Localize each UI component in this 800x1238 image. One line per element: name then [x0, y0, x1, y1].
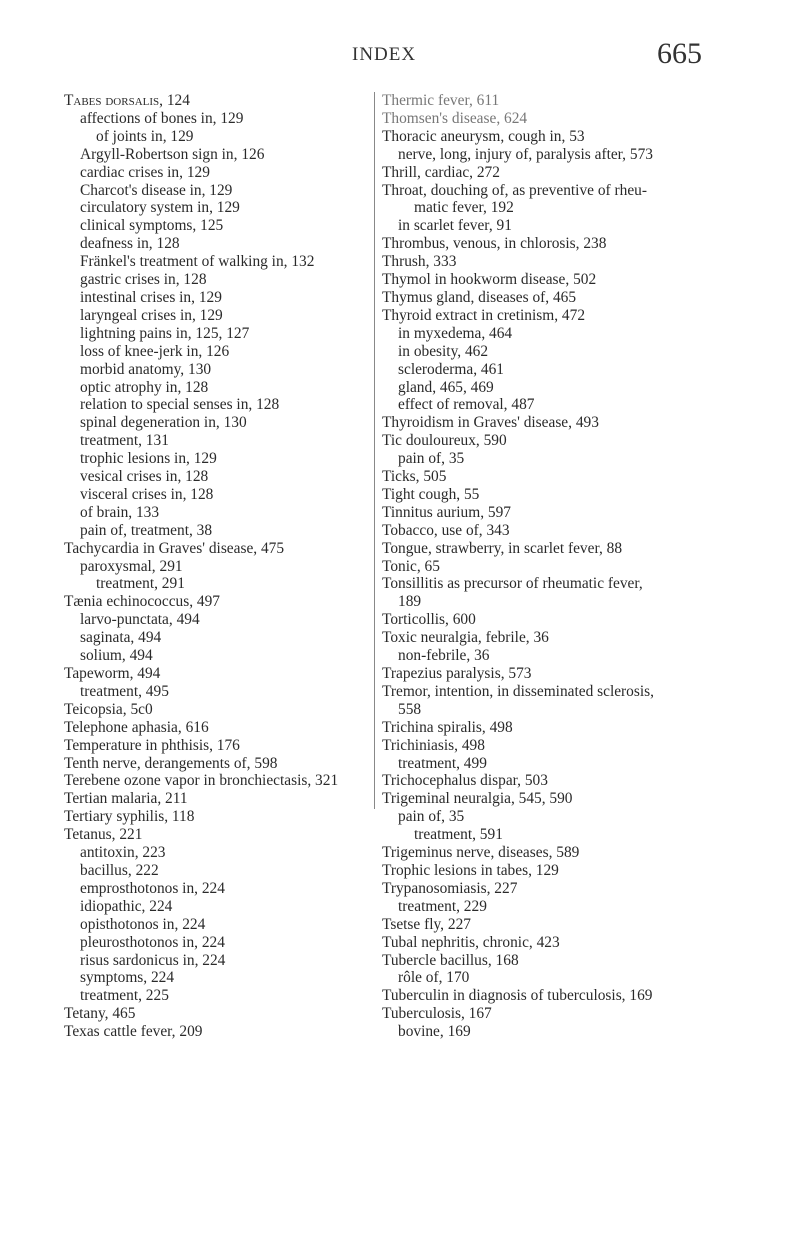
index-subentry: optic atrophy in, 128	[80, 378, 209, 396]
index-subentry: emprosthotonos in, 224	[80, 879, 225, 897]
index-subentry: in obesity, 462	[398, 342, 489, 360]
column-divider	[374, 92, 375, 809]
index-subentry: opisthotonos in, 224	[80, 915, 206, 933]
index-entry: Thymus gland, diseases of, 465	[382, 288, 577, 306]
index-subentry: deafness in, 128	[80, 235, 180, 253]
index-subentry: treatment, 131	[80, 432, 169, 450]
index-subentry: treatment, 225	[80, 987, 169, 1005]
index-subentry: cardiac crises in, 129	[80, 163, 210, 181]
index-subentry: lightning pains in, 125, 127	[80, 324, 250, 342]
index-entry: Temperature in phthisis, 176	[64, 736, 240, 754]
index-subentry: spinal degeneration in, 130	[80, 414, 247, 432]
index-entry: Thomsen's disease, 624	[382, 109, 528, 127]
index-entry: Thoracic aneurysm, cough in, 53	[382, 127, 585, 145]
index-subentry: visceral crises in, 128	[80, 485, 214, 503]
index-subentry: larvo-punctata, 494	[80, 611, 200, 629]
index-subentry: 189	[398, 593, 422, 611]
index-entry: Tabes dorsalis, 124	[64, 92, 190, 109]
index-subentry: matic fever, 192	[414, 199, 514, 217]
index-subentry: affections of bones in, 129	[80, 109, 244, 127]
index-subentry: gastric crises in, 128	[80, 271, 207, 289]
index-subentry: vesical crises in, 128	[80, 468, 209, 486]
index-column-left	[64, 92, 374, 1041]
index-subentry: bacillus, 222	[80, 861, 159, 879]
index-subentry: treatment, 499	[398, 754, 487, 772]
index-entry: Tetany, 465	[64, 1005, 136, 1023]
index-subentry: pleurosthotonos in, 224	[80, 933, 225, 951]
index-column-right	[382, 92, 762, 1041]
page-header	[0, 32, 800, 72]
index-subentry: gland, 465, 469	[398, 378, 494, 396]
index-entry: Trichina spiralis, 498	[382, 718, 513, 736]
index-entry: Tænia echinococcus, 497	[64, 593, 220, 611]
index-entry: Tachycardia in Graves' disease, 475	[64, 539, 285, 557]
index-subentry: bovine, 169	[398, 1023, 471, 1041]
index-entry: Ticks, 505	[382, 468, 447, 486]
index-subentry: effect of removal, 487	[398, 396, 535, 414]
index-entry: Trigeminal neuralgia, 545, 590	[382, 790, 573, 808]
index-entry: Thrombus, venous, in chlorosis, 238	[382, 235, 607, 253]
index-subentry: 558	[398, 700, 422, 718]
index-entry: Thrush, 333	[382, 253, 457, 271]
index-entry: Terebene ozone vapor in bronchiectasis, 321	[64, 772, 339, 790]
index-subentry: treatment, 229	[398, 897, 487, 915]
index-subentry: non-febrile, 36	[398, 647, 490, 665]
index-entry: Trapezius paralysis, 573	[382, 665, 532, 682]
index-subentry: pain of, 35	[398, 450, 465, 468]
index-entry: Trigeminus nerve, diseases, 589	[382, 844, 580, 862]
index-entry: Tonic, 65	[382, 557, 440, 575]
index-entry: Tight cough, 55	[382, 485, 480, 503]
index-entry: Tremor, intention, in disseminated sclerosis,	[382, 682, 654, 700]
index-subentry: Fränkel's treatment of walking in, 132	[80, 253, 315, 271]
index-subentry: morbid anatomy, 130	[80, 360, 212, 378]
page-title: INDEX	[352, 44, 417, 65]
index-entry: Tobacco, use of, 343	[382, 521, 510, 539]
index-subentry: antitoxin, 223	[80, 844, 166, 862]
index-subentry: of joints in, 129	[96, 127, 194, 145]
index-entry: Trichiniasis, 498	[382, 736, 485, 754]
index-subentry: nerve, long, injury of, paralysis after, 573	[398, 145, 653, 163]
page-number: 665	[657, 37, 702, 70]
index-entry: Trypanosomiasis, 227	[382, 879, 518, 897]
index-entry: Thymol in hookworm disease, 502	[382, 271, 597, 289]
index-entry: Thyroid extract in cretinism, 472	[382, 306, 586, 324]
index-entry: Tapeworm, 494	[64, 665, 161, 682]
index-subentry: Charcot's disease in, 129	[80, 181, 233, 199]
index-entry: Tic douloureux, 590	[382, 432, 507, 450]
index-entry: Trichocephalus dispar, 503	[382, 772, 548, 790]
index-entry: Telephone aphasia, 616	[64, 718, 209, 736]
index-entry: Trophic lesions in tabes, 129	[382, 861, 559, 879]
index-entry: Tubal nephritis, chronic, 423	[382, 933, 560, 951]
index-entry: Toxic neuralgia, febrile, 36	[382, 629, 549, 647]
index-subentry: intestinal crises in, 129	[80, 288, 222, 306]
index-entry: Tinnitus aurium, 597	[382, 503, 511, 521]
index-entry: Tertian malaria, 211	[64, 790, 188, 808]
index-entry: Tubercle bacillus, 168	[382, 951, 519, 969]
index-subentry: scleroderma, 461	[398, 360, 504, 378]
index-subentry: symptoms, 224	[80, 969, 175, 987]
index-subentry: pain of, treatment, 38	[80, 521, 213, 539]
index-subentry: trophic lesions in, 129	[80, 450, 217, 468]
index-subentry: in myxedema, 464	[398, 324, 513, 342]
index-entry: Tsetse fly, 227	[382, 915, 471, 933]
index-entry: Tongue, strawberry, in scarlet fever, 88	[382, 539, 623, 557]
index-subentry: solium, 494	[80, 647, 153, 665]
index-subentry: treatment, 591	[414, 826, 503, 844]
index-subentry: loss of knee-jerk in, 126	[80, 342, 230, 360]
index-subentry: relation to special senses in, 128	[80, 396, 280, 414]
index-entry: Thrill, cardiac, 272	[382, 163, 500, 181]
index-subentry: idiopathic, 224	[80, 897, 173, 915]
index-subentry: treatment, 495	[80, 682, 169, 700]
index-entry: Thermic fever, 611	[382, 92, 500, 109]
index-subentry: in scarlet fever, 91	[398, 217, 512, 235]
index-subentry: risus sardonicus in, 224	[80, 951, 226, 969]
index-subentry: Argyll-Robertson sign in, 126	[80, 145, 265, 163]
index-entry: Torticollis, 600	[382, 611, 476, 629]
index-entry: Tetanus, 221	[64, 826, 143, 844]
index-subentry: saginata, 494	[80, 629, 162, 647]
index-entry: Tuberculin in diagnosis of tuberculosis, 169	[382, 987, 653, 1005]
index-subentry: clinical symptoms, 125	[80, 217, 224, 235]
index-subentry: pain of, 35	[398, 808, 465, 826]
index-entry: Texas cattle fever, 209	[64, 1023, 203, 1041]
index-entry: Tertiary syphilis, 118	[64, 808, 195, 826]
index-entry: Thyroidism in Graves' disease, 493	[382, 414, 599, 432]
index-entry: Teicopsia, 5c0	[64, 700, 153, 718]
index-subentry: laryngeal crises in, 129	[80, 306, 223, 324]
index-subentry: rôle of, 170	[398, 969, 470, 987]
index-subentry: of brain, 133	[80, 503, 160, 521]
index-entry: Tuberculosis, 167	[382, 1005, 492, 1023]
index-subentry: paroxysmal, 291	[80, 557, 183, 575]
index-entry: Tenth nerve, derangements of, 598	[64, 754, 278, 772]
index-subentry: treatment, 291	[96, 575, 185, 593]
index-subentry: circulatory system in, 129	[80, 199, 240, 217]
index-entry: Throat, douching of, as preventive of rheu-	[382, 181, 647, 199]
index-entry: Tonsillitis as precursor of rheumatic fever,	[382, 575, 643, 593]
